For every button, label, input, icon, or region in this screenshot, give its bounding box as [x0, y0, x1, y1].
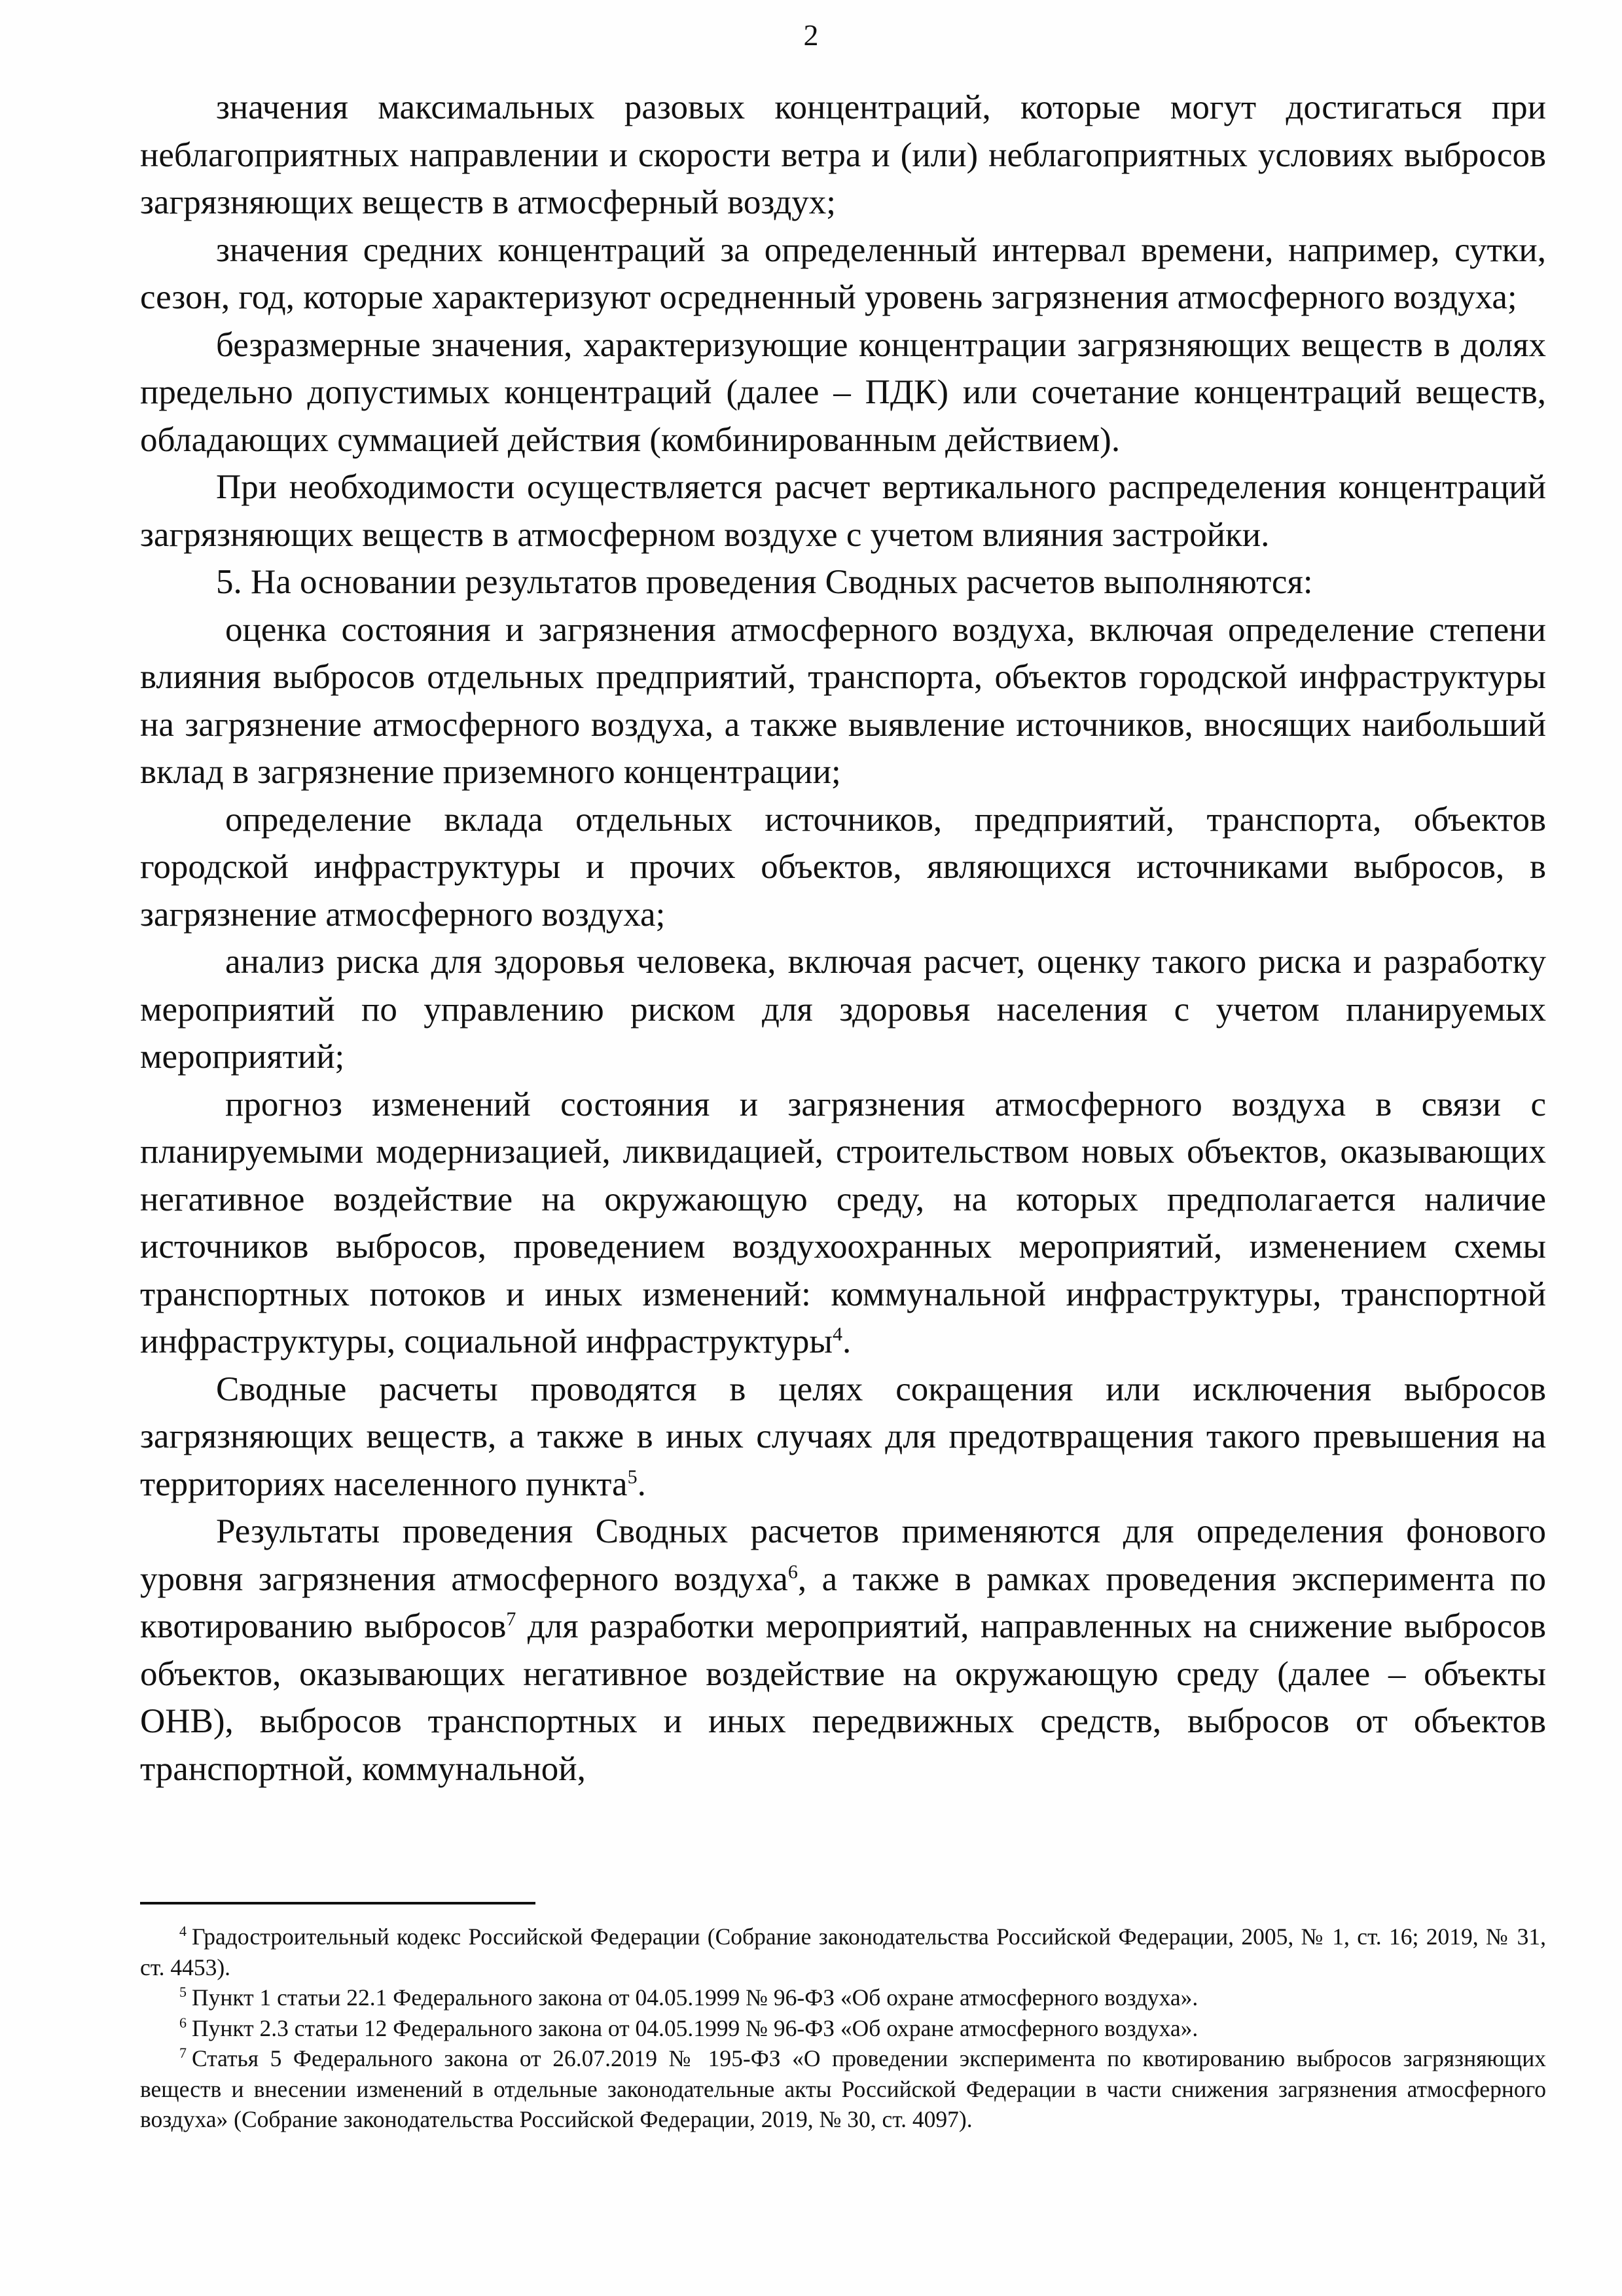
- footnote-text: Статья 5 Федерального закона от 26.07.2019 № 195-ФЗ «О проведении эксперимента по квотированию выбросов загрязняющих веществ и внесении изменений в отдельные законодательные акты Российской Федерации в части снижения загрязнения атмосферного воздуха» (Собрание законодательства Российской Федерации, 2019, № 30, ст. 4097).: [140, 2045, 1546, 2132]
- footnote-ref-4: 4: [833, 1323, 843, 1345]
- footnote-ref-5: 5: [627, 1465, 638, 1487]
- footnote-ref-6: 6: [787, 1560, 798, 1582]
- paragraph-forecast: [140, 1081, 1546, 1366]
- forecast-text: прогноз изменений состояния и загрязнения атмосферного воздуха в связи с планируемыми модернизацией, ликвидацией, строительством новых объектов, оказывающих негативное воздействие на окружающую среду, на которых предполагается наличие источников выбросов, проведением воздухоохранных мероприятий, изменением схемы транспортных потоков и иных изменений: коммунальной инфраструктуры, транспортной инфраструктуры, социальной инфраструктуры: [140, 1085, 1546, 1360]
- results-text-a: Результаты проведения Сводных расчетов применяются для определения фонового уровня загрязнения атмосферного воздуха: [140, 1512, 1546, 1598]
- footnote-text: Пункт 1 статьи 22.1 Федерального закона от 04.05.1999 № 96-ФЗ «Об охране атмосферного воздуха».: [192, 1984, 1198, 2011]
- results-text-b: , а также в рамках проведения эксперимента по квотированию выбросов: [140, 1559, 1546, 1645]
- paragraph-average-concentrations: значения средних концентраций за определенный интервал времени, например, сутки, сезон, год, которые характеризуют осредненный уровень загрязнения атмосферного воздуха;: [140, 230, 1546, 316]
- paragraph-vertical-distribution: При необходимости осуществляется расчет вертикального распределения концентраций загрязняющих веществ в атмосферном воздухе с учетом влияния застройки.: [140, 468, 1546, 554]
- footnote-6: [140, 2013, 1546, 2044]
- body-text: [140, 84, 1546, 1793]
- footnotes: [140, 1922, 1546, 2135]
- footnote-7: [140, 2043, 1546, 2135]
- footnote-5: [140, 1982, 1546, 2013]
- footnote-ref-7: 7: [506, 1608, 516, 1630]
- summary-purpose-text: Сводные расчеты проводятся в целях сокращения или исключения выбросов загрязняющих веществ, а также в иных случаях для предотвращения такого превышения на территориях населенного пункта: [140, 1370, 1546, 1503]
- paragraph-dimensionless-values: безразмерные значения, характеризующие концентрации загрязняющих веществ в долях предельно допустимых концентраций (далее – ПДК) или сочетание концентраций веществ, обладающих суммацией действия (комбинированным действием).: [140, 325, 1546, 459]
- paragraph-results-application: [140, 1508, 1546, 1793]
- forecast-end: .: [842, 1322, 852, 1360]
- paragraph-section-5: 5. На основании результатов проведения Сводных расчетов выполняются:: [216, 563, 1313, 601]
- footnote-text: Пункт 2.3 статьи 12 Федерального закона от 04.05.1999 № 96-ФЗ «Об охране атмосферного воздуха».: [192, 2014, 1198, 2041]
- summary-purpose-end: .: [637, 1465, 646, 1503]
- footnote-mark: 4: [179, 1923, 187, 1940]
- footnote-text: Градостроительный кодекс Российской Федерации (Собрание законодательства Российской Федерации, 2005, № 1, ст. 16; 2019, № 31, ст. 4453).: [140, 1923, 1546, 1980]
- footnote-mark: 5: [179, 1984, 187, 2001]
- paragraph-assessment: оценка состояния и загрязнения атмосферного воздуха, включая определение степени влияния выбросов отдельных предприятий, транспорта, объектов городской инфраструктуры на загрязнение атмосферного воздуха, а также выявление источников, вносящих наибольший вклад в загрязнение приземного концентрации;: [140, 610, 1546, 791]
- footnote-separator: [140, 1902, 535, 1904]
- footnote-4: [140, 1922, 1546, 1982]
- paragraph-risk-analysis: анализ риска для здоровья человека, включая расчет, оценку такого риска и разработку мероприятий по управлению риском для здоровья населения с учетом планируемых мероприятий;: [140, 943, 1546, 1076]
- paragraph-max-concentrations: значения максимальных разовых концентраций, которые могут достигаться при неблагоприятных направлении и скорости ветра и (или) неблагоприятных условиях выбросов загрязняющих веществ в атмосферный воздух;: [140, 88, 1546, 221]
- footnote-mark: 7: [179, 2045, 187, 2062]
- paragraph-summary-purpose: [140, 1366, 1546, 1508]
- results-text-c: для разработки мероприятий, направленных на снижение выбросов объектов, оказывающих негативное воздействие на окружающую среду (далее – объекты ОНВ), выбросов транспортных и иных передвижных средств, выбросов от объектов транспортной, коммунальной,: [140, 1607, 1546, 1788]
- page-number: 2: [803, 18, 819, 52]
- paragraph-contribution: определение вклада отдельных источников, предприятий, транспорта, объектов городской инфраструктуры и прочих объектов, являющихся источниками выбросов, в загрязнение атмосферного воздуха;: [140, 800, 1546, 934]
- footnote-mark: 6: [179, 2014, 187, 2031]
